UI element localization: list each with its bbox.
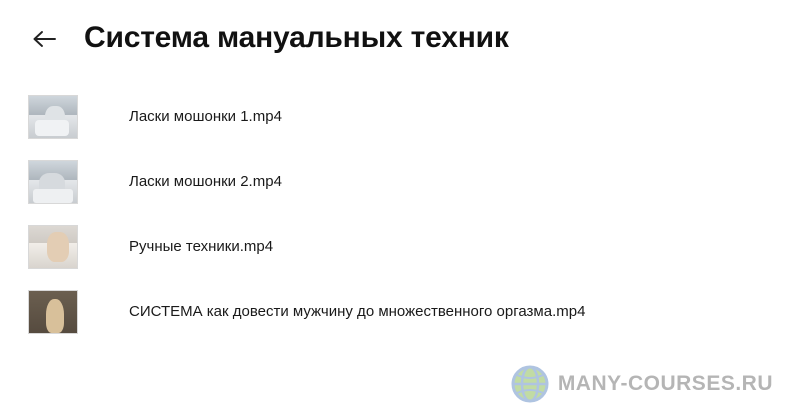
back-arrow-icon[interactable]	[28, 22, 62, 56]
file-name: Ласки мошонки 1.mp4	[129, 108, 282, 125]
list-item[interactable]	[28, 287, 789, 337]
page-header	[0, 0, 789, 54]
watermark	[508, 362, 773, 406]
file-name: СИСТЕМА как довести мужчину до множественного оргазма.mp4	[129, 303, 586, 320]
list-item[interactable]	[28, 222, 789, 272]
globe-icon	[508, 362, 552, 406]
list-item[interactable]	[28, 157, 789, 207]
video-thumbnail[interactable]	[28, 160, 78, 204]
list-item[interactable]	[28, 92, 789, 142]
video-thumbnail[interactable]	[28, 290, 78, 334]
video-thumbnail[interactable]	[28, 225, 78, 269]
file-name: Ручные техники.mp4	[129, 238, 274, 255]
page-title: Система мануальных техник	[84, 21, 509, 54]
file-name: Ласки мошонки 2.mp4	[129, 173, 282, 190]
watermark-text: MANY-COURSES.RU	[557, 372, 773, 395]
file-list	[0, 92, 789, 337]
video-thumbnail[interactable]	[28, 95, 78, 139]
